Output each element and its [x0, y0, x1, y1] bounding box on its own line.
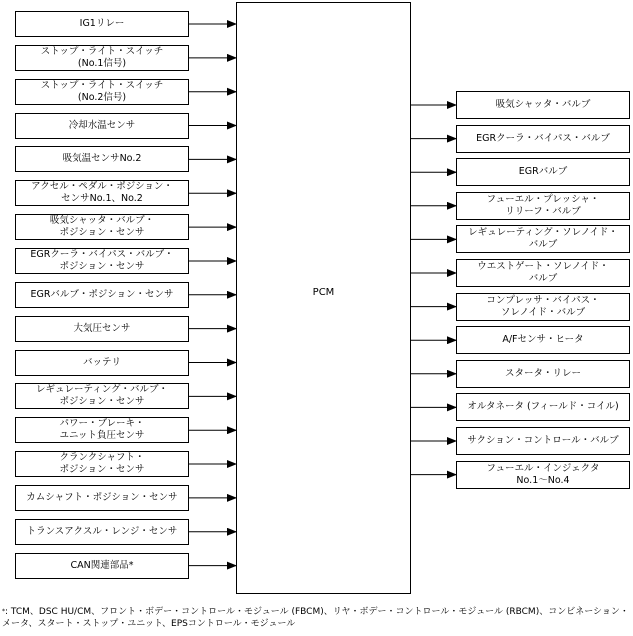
input-label-12: レギュレーティング・バルブ・ ポジション・センサ: [35, 384, 169, 408]
output-label-1: 吸気シャッタ・バルブ: [495, 99, 591, 110]
input-box-5: [15, 146, 189, 172]
input-box-14: [15, 451, 189, 477]
input-box-4: [15, 113, 189, 139]
footnote-mark: *: [2, 608, 5, 615]
input-box-15: [15, 485, 189, 511]
output-label-10: オルタネータ (フィールド・コイル): [467, 401, 619, 413]
input-label-13: パワー・ブレーキ・ ユニット負圧センサ: [59, 418, 145, 442]
input-box-7: [15, 214, 189, 240]
input-label-2: ストップ・ライト・スイッチ (No.1信号): [40, 45, 164, 69]
output-label-6: ウエストゲート・ソレノイド・ バルブ: [477, 261, 609, 284]
pcm-label: PCM: [312, 287, 335, 298]
input-box-1: [15, 11, 189, 37]
input-label-4: 冷却水温センサ: [68, 119, 136, 131]
footnote-text: : TCM、DSC HU/CM、フロント・ボデー・コントロール・モジュール (FBCM)、リヤ・ボデー・コントロール・モジュール (RBCM)、コンビネーション・メータ、スタート・ストップ・ユニット、EPSコントロール・モジュール: [2, 607, 629, 629]
input-label-8: EGRクーラ・バイパス・バルブ・ ポジション・センサ: [30, 248, 174, 272]
input-box-11: [15, 350, 189, 376]
output-box-3: [456, 158, 630, 186]
output-label-4: フューエル・プレッシャ・ リリーフ・バルブ: [486, 193, 600, 217]
output-box-11: [456, 427, 630, 455]
output-box-10: [456, 393, 630, 421]
input-box-3: [15, 79, 189, 105]
output-box-6: [456, 259, 630, 287]
input-label-6: アクセル・ペダル・ポジション・ センサNo.1、No.2: [31, 181, 173, 205]
output-box-12: [456, 461, 630, 489]
output-label-3: EGRバルブ: [518, 166, 568, 178]
output-label-8: A/Fセンサ・ヒータ: [502, 334, 584, 346]
output-box-5: [456, 225, 630, 253]
output-box-2: [456, 125, 630, 153]
input-label-7: 吸気シャッタ・バルブ・ ポジション・センサ: [49, 215, 155, 239]
output-box-7: [456, 293, 630, 321]
input-label-17: CAN関連部品*: [70, 559, 134, 571]
output-label-5: レギュレーティング・ソレノイド・ バルブ: [468, 227, 618, 251]
output-label-11: サクション・コントロール・バルブ: [467, 435, 619, 446]
input-box-8: [15, 248, 189, 274]
input-label-1: IG1リレー: [79, 18, 125, 29]
input-box-12: [15, 383, 189, 409]
input-box-16: [15, 519, 189, 545]
input-box-10: [15, 316, 189, 342]
output-label-9: スタータ・リレー: [504, 367, 581, 379]
output-label-2: EGRクーラ・バイパス・バルブ: [476, 132, 610, 144]
input-label-15: カムシャフト・ポジション・センサ: [26, 491, 178, 503]
output-label-12: フューエル・インジェクタ No.1〜No.4: [486, 462, 600, 486]
input-label-14: クランクシャフト・ ポジション・センサ: [59, 452, 145, 476]
input-box-2: [15, 45, 189, 71]
input-label-5: 吸気温センサNo.2: [62, 153, 142, 165]
pcm-box: [236, 2, 411, 594]
input-label-9: EGRバルブ・ポジション・センサ: [30, 288, 174, 300]
input-label-11: バッテリ: [82, 356, 121, 368]
output-box-4: [456, 192, 630, 220]
input-box-17: [15, 553, 189, 579]
footnote: [2, 606, 630, 630]
input-box-9: [15, 282, 189, 308]
input-box-13: [15, 417, 189, 443]
output-box-9: [456, 360, 630, 388]
output-box-1: [456, 91, 630, 119]
input-box-6: [15, 180, 189, 206]
output-label-7: コンプレッサ・バイパス・ ソレノイド・バルブ: [486, 294, 600, 318]
input-label-10: 大気圧センサ: [73, 322, 131, 334]
input-label-16: トランスアクスル・レンジ・センサ: [26, 525, 178, 537]
output-box-8: [456, 326, 630, 354]
input-label-3: ストップ・ライト・スイッチ (No.2信号): [40, 79, 164, 103]
